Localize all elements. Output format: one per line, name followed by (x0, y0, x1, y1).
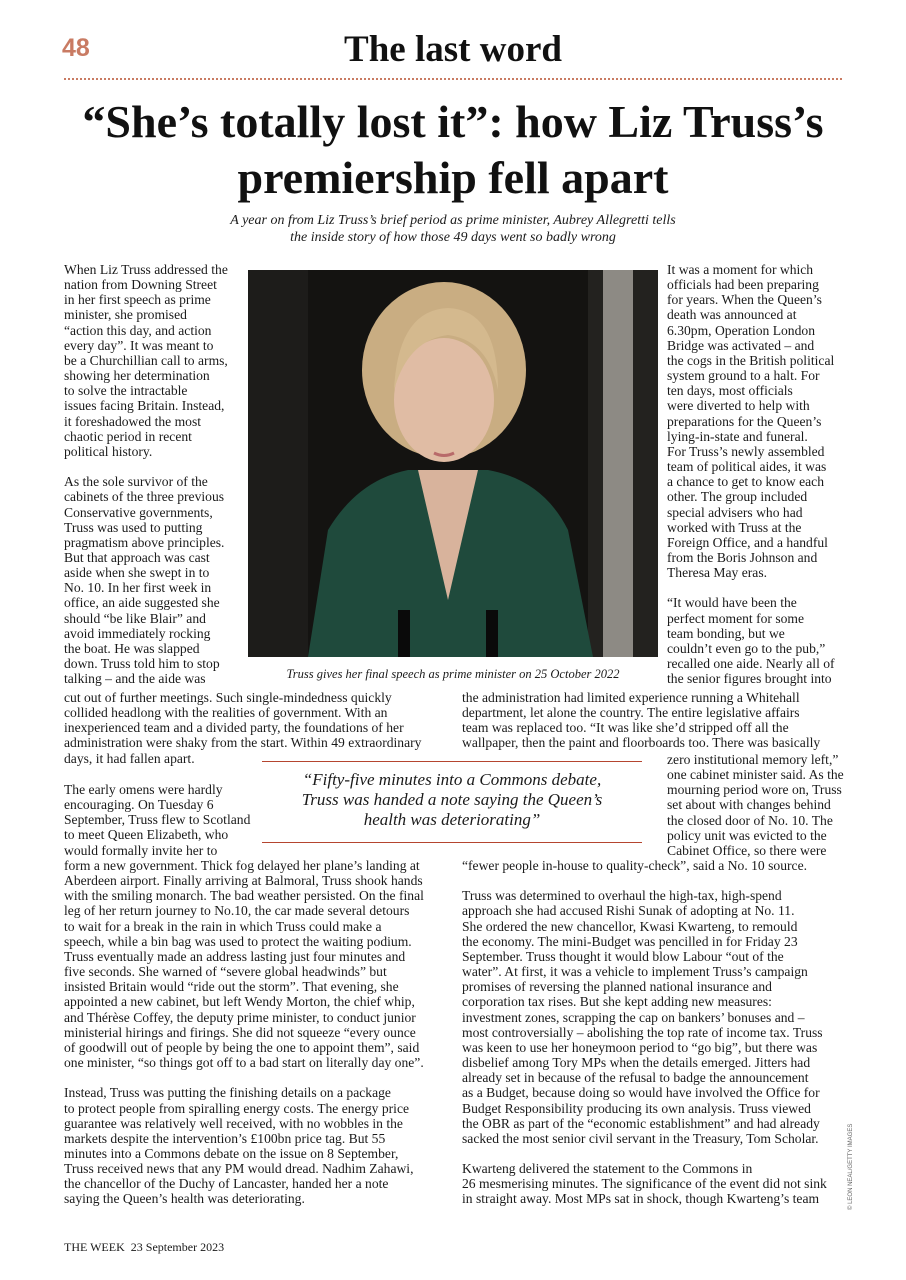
publication-name: THE WEEK (64, 1240, 125, 1254)
photo-credit: © LEON NEAL/GETTY IMAGES (848, 1123, 854, 1210)
body-text-left-wide-2: form a new government. Thick fog delayed her plane’s landing at Aberdeen airport. Finally arriving at Balmoral, Truss shook hands with the smiling monarch. The bad weather persisted. On the final leg of her return journey to No.10, the car made several detours to wait for a break in the rain in which Truss could make a speech, while a bin bag was used to protect the waiting podium. Truss eventually made an address lasting just four minutes and five seconds. She warned of “severe global headwinds” but insisted Britain would “ride out the storm”. That evening, she appointed a new cabinet, but left Wendy Morton, the chief whip, and Thérèse Coffey, the deputy prime minister, to conduct junior ministerial hirings and firings. She did not squeeze “every ounce of goodwill out of people by being the one to appoint them”, said one minister, “so things got off to a bad start on literally day one”. Instead, Truss was putting the finishing details on a package to protect people from spiralling energy costs. The energy price guarantee was relatively well received, with no wobbles in the markets despite the intervention’s £100bn price tag. But 55 minutes into a Commons debate on the issue on 8 September, Truss received news that any PM would dread. Nadhim Zahawi, the chancellor of the Duchy of Lancaster, handed her a note saying the Queen’s health was deteriorating. (64, 858, 424, 1207)
page-number: 48 (62, 34, 90, 62)
photo-liz-truss-speech (248, 270, 658, 657)
article-photo (248, 270, 658, 657)
article-headline: “She’s totally lost it”: how Liz Truss’s premiership fell apart (82, 96, 824, 203)
body-text-right-wide-2: “fewer people in-house to quality-check”, said a No. 10 source. Truss was determined to overhaul the high-tax, high-spend approach she had accused Rishi Sunak of adopting at No. 11. She ordered the new chancellor, Kwasi Kwarteng, to remould the economy. The mini-Budget was pencilled in for Friday 23 September. Truss thought it would blow Labour “out of the water”. At first, it was a vehicle to implement Truss’s campaign promises of reversing the planned national insurance and corporation tax rises. But she kept adding new measures: investment zones, scrapping the cap on bankers’ bonuses and – most controversially – abolishing the top rate of income tax. Truss was keen to use her honeymoon period to “go big”, but there was disbelief among Tory MPs when the details emerged. Jitters had already set in because of the refusal to badge the announcement as a Budget, because doing so would have involved the Office for Budget Responsibility producing its own analysis. Truss viewed the OBR as part of the “economic establishment” and had already sacked the most senior civil servant in the Treasury, Tom Scholar. Kwarteng delivered the statement to the Commons in 26 mesmerising minutes. The significance of the event did not sink in straight away. Most MPs sat in shock, though Kwarteng’s team (462, 858, 827, 1207)
section-title: The last word (344, 29, 562, 70)
body-text-right-wide-1: the administration had limited experience running a Whitehall department, let alone the country. The entire legislative affairs team was replaced too. “It was like she’d stripped off all the wallpaper, then the paint and floorboards too. There was basically (462, 690, 821, 751)
body-text-left-narrow-2: The early omens were hardly encouraging. On Tuesday 6 September, Truss flew to Scotland to meet Queen Elizabeth, who would formally invite her to (64, 782, 251, 858)
article-standfirst: A year on from Liz Truss’s brief period as prime minister, Aubrey Allegretti tells the inside story of how those 49 days went so badly wrong (230, 213, 676, 245)
pull-quote-bottom-rule (262, 842, 642, 843)
photo-caption: Truss gives her final speech as prime minister on 25 October 2022 (286, 667, 620, 681)
header-divider (64, 78, 842, 80)
page-footer (64, 1240, 224, 1255)
pull-quote: “Fifty-five minutes into a Commons debate, Truss was handed a note saying the Queen’s health was deteriorating” (301, 770, 603, 829)
issue-date: 23 September 2023 (130, 1240, 225, 1254)
body-text-left-wide-1: cut out of further meetings. Such single-mindedness quickly collided headlong with the realities of government. With an inexperienced team and a divided party, the foundations of her administration were shaky from the start. Within 49 extraordinary days, it had fallen apart. (64, 690, 422, 766)
body-text-right-column: It was a moment for which officials had been preparing for years. When the Queen’s death was announced at 6.30pm, Operation London Bridge was activated – and the cogs in the British political system ground to a halt. For ten days, most officials were diverted to help with preparations for the Queen’s lying-in-state and funeral. For Truss’s newly assembled team of political aides, it was a chance to get to know each other. The group included special advisers who had worked with Truss at the Foreign Office, and a handful from the Boris Johnson and Theresa May eras. “It would have been the perfect moment for some team bonding, but we couldn’t even go to the pub,” recalled one aide. Nearly all of the senior figures brought into (667, 262, 835, 687)
body-text-left-column: When Liz Truss addressed the nation from Downing Street in her first speech as prime minister, she promised “action this day, and action every day”. It was meant to be a Churchillian call to arms, showing her determination to solve the intractable issues facing Britain. Instead, it foreshadowed the most chaotic period in recent political history. As the sole survivor of the cabinets of the three previous Conservative governments, Truss was used to putting pragmatism above principles. But that approach was cast aside when she swept in to No. 10. In her first week in office, an aide suggested she should “be like Blair” and avoid immediately rocking the boat. He was slapped down. Truss told him to stop talking – and the aide was (64, 262, 228, 687)
pull-quote-top-rule (262, 761, 642, 762)
body-text-right-narrow-2: zero institutional memory left,” one cabinet minister said. As the mourning period wore on, Truss set about with changes behind the closed door of No. 10. The policy unit was evicted to the Cabinet Office, so there were (667, 752, 844, 858)
